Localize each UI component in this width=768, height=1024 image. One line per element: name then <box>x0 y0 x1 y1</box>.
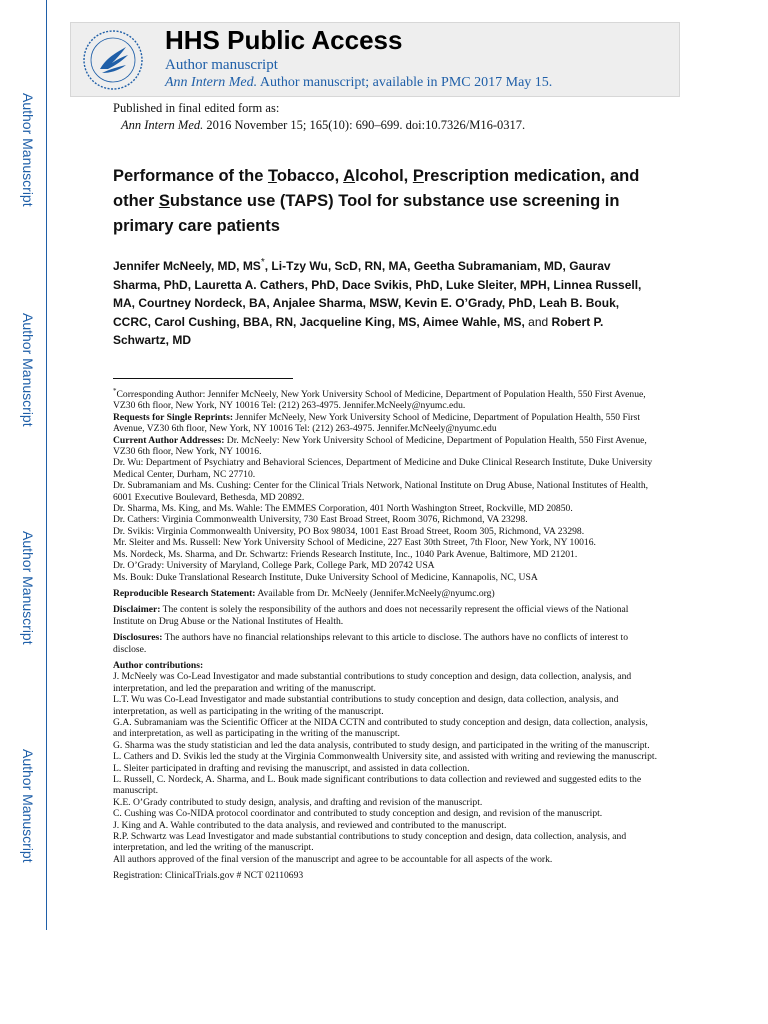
title-segment: lcohol, <box>355 167 413 185</box>
reproducible-text: Available from Dr. McNeely (Jennifer.McNeely@nyumc.org) <box>255 587 495 599</box>
contribution-item: J. King and A. Wahle contributed to the data analysis, and reviewed and contributed to the manuscript. <box>113 819 507 831</box>
contribution-item: L.T. Wu was Co-Lead Investigator and made substantial contributions to study conception and design, data collection, analysis, and interpretation, as well as participating in the writing of the manuscript. <box>113 694 619 717</box>
address-item: Dr. O’Grady: University of Maryland, College Park, College Park, MD 20742 USA <box>113 560 435 572</box>
contribution-item: J. McNeely was Co-Lead Investigator and made substantial contributions to study conception and design, data collection, analysis, and interpretation, and led the preparation and writing of the manuscript. <box>113 671 632 694</box>
other-authors: , Li-Tzy Wu, ScD, RN, MA, Geetha Subramaniam, MD, Gaurav Sharma, PhD, Lauretta A. Cathers, PhD, Dace Svikis, PhD, Luke Sleiter, MPH, Linnea Russell, MA, Courtney Nordeck, BA, Anjalee Sharma, MSW, Kevin E. O’Grady, PhD, Leah B. Bouk, CCRC, Carol Cushing, BBA, RN, Jacqueline King, MS, Aimee Wahle, MS, <box>113 259 642 329</box>
banner-title: HHS Public Access <box>165 25 403 55</box>
contribution-item: C. Cushing was Co-NIDA protocol coordinator and contributed to study conception and design, and revision of the manuscript. <box>113 808 603 820</box>
contribution-item: G.A. Subramaniam was the Scientific Officer at the NIDA CCTN and contributed to study conception and design, data collection, analysis, and interpretation, as well as participating in the writing of the manuscript. <box>113 716 648 740</box>
banner-subtitle: Author manuscript <box>165 57 278 73</box>
contribution-item: R.P. Schwartz was Lead Investigator and made substantial contributions to study conception and design, data collection, analysis, and interpretation, and led the writing of the manuscript. <box>113 831 627 854</box>
addresses-note <box>113 435 658 458</box>
footnotes <box>113 386 658 882</box>
reproducible-label: Reproducible Research Statement: <box>113 587 256 599</box>
title-segment: rescription medication, and other <box>113 167 640 210</box>
title-segment: ubstance use (TAPS) Tool for substance use screening in primary care patients <box>113 192 620 235</box>
publication-citation <box>113 117 525 134</box>
contribution-list <box>113 671 658 865</box>
reproducible-note <box>113 588 658 599</box>
contribution-item: K.E. O’Grady contributed to study design, analysis, and drafting and revision of the manuscript. <box>113 796 483 808</box>
disclaimer-note <box>113 604 658 627</box>
contribution-item: All authors approved of the final version of the manuscript and agree to be accountable for all aspects of the work. <box>113 853 553 865</box>
address-item: Dr. Svikis: Virginia Commonwealth University, PO Box 98034, 1001 East Broad Street, Room 305, Richmond, VA 23298. <box>113 525 585 537</box>
contribution-item: L. Cathers and D. Svikis led the study at the Virginia Commonwealth University site, and assisted with writing and reviewing the manuscript. <box>113 751 657 763</box>
contributions-label: Author contributions: <box>113 659 204 671</box>
addresses-first: Dr. McNeely: New York University School of Medicine, Department of Population Health, 550 First Avenue, VZ30 6th floor, New York, NY 10016. <box>113 434 647 458</box>
corresponding-text: Corresponding Author: Jennifer McNeely, New York University School of Medicine, Department of Population Health, 550 First Avenue, VZ30 6th floor, New York, NY 10016 Tel: (212) 263-4975. Jennifer.McNeely@nyumc.edu. <box>113 389 646 412</box>
address-item: Mr. Sleiter and Ms. Russell: New York University School of Medicine, 227 East 30th Street, 7th Floor, New York, NY 10016. <box>113 537 596 549</box>
address-list <box>113 457 658 582</box>
address-item: Ms. Nordeck, Ms. Sharma, and Dr. Schwartz: Friends Research Institute, Inc., 1040 Park Avenue, Baltimore, MD 21201. <box>113 548 578 560</box>
address-item: Ms. Bouk: Duke Translational Research Institute, Duke University School of Medicine, Kannapolis, NC, USA <box>113 571 538 583</box>
disclosures-text: The authors have no financial relationships relevant to this article to disclose. The authors have no conflicts of interest to disclose. <box>113 632 629 655</box>
author-list <box>113 254 653 350</box>
address-item: Dr. Sharma, Ms. King, and Ms. Wahle: The EMMES Corporation, 401 North Washington Street, Rockville, MD 20850. <box>113 503 573 515</box>
disclaimer-text: The content is solely the responsibility of the authors and does not necessarily represent the official views of the National Institute on Drug Abuse or the National Institutes of Health. <box>113 604 629 627</box>
title-initial: T <box>267 167 277 185</box>
hhs-seal-icon <box>82 29 144 91</box>
address-item: Dr. Cathers: Virginia Commonwealth University, 730 East Broad Street, Room 3076, Richmond, VA 23298. <box>113 514 528 526</box>
publication-intro: Published in final edited form as: <box>113 101 280 115</box>
author-manuscript-sidebar <box>0 0 47 930</box>
title-segment: obacco, <box>276 167 344 185</box>
corresponding-mark: * <box>260 257 265 268</box>
last-author: Robert P. Schwartz, MD <box>113 314 604 347</box>
sidebar-label: Author Manuscript <box>20 531 36 645</box>
title-initial: S <box>158 192 170 210</box>
author-conjunction: and <box>524 314 552 329</box>
publication-info <box>113 100 525 134</box>
reprints-text: Jennifer McNeely, New York University School of Medicine, Department of Population Health, 550 First Avenue, VZ30 6th floor, New York, NY 10016 Tel: (212) 263-4975. Jennifer.McNeely@nyumc.edu <box>113 411 641 435</box>
contribution-item: L. Russell, C. Nordeck, A. Sharma, and L. Bouk made significant contributions to data collection and reviewed and suggested edits to the manuscript. <box>113 774 642 797</box>
banner-availability <box>165 75 552 91</box>
contributions-heading <box>113 660 658 671</box>
reprints-label: Requests for Single Reprints: <box>113 411 234 423</box>
banner-availability-text: Author manuscript; available in PMC 2017 May 15. <box>257 75 553 90</box>
banner-journal: Ann Intern Med. <box>165 75 258 90</box>
address-item: Dr. Subramaniam and Ms. Cushing: Center for the Clinical Trials Network, National Institute on Drug Abuse, National Institutes of Health, 6001 Executive Boulevard, Bethesda, MD 20892. <box>113 480 649 503</box>
title-segment: Performance of the <box>113 167 268 185</box>
sidebar-label: Author Manuscript <box>20 93 36 207</box>
contribution-item: G. Sharma was the study statistician and led the data analysis, contributed to study design, and participated in the writing of the manuscript. <box>113 739 650 751</box>
disclaimer-label: Disclaimer: <box>113 604 161 616</box>
corresponding-note-mark: * <box>113 386 117 395</box>
footnote-rule <box>113 378 293 379</box>
article-title <box>113 164 653 239</box>
corresponding-note <box>113 386 658 412</box>
citation-journal: Ann Intern Med. <box>121 118 204 132</box>
address-item: Dr. Wu: Department of Psychiatry and Behavioral Sciences, Department of Medicine and Duke Clinical Research Institute, Duke University Medical Center, Durham, NC 27710. <box>113 457 653 480</box>
disclosures-label: Disclosures: <box>113 632 163 644</box>
reprints-note <box>113 412 658 435</box>
addresses-label: Current Author Addresses: <box>113 434 225 446</box>
first-author: Jennifer McNeely, MD, MS <box>113 259 261 273</box>
disclosures-note <box>113 632 658 655</box>
citation-text: 2016 November 15; 165(10): 690–699. doi:10.7326/M16-0317. <box>203 118 526 132</box>
registration-note: Registration: ClinicalTrials.gov # NCT 02110693 <box>113 870 304 882</box>
sidebar-label: Author Manuscript <box>20 749 36 863</box>
hhs-public-access-banner <box>70 22 680 97</box>
title-initial: A <box>343 167 356 185</box>
title-initial: P <box>412 167 424 185</box>
sidebar-label: Author Manuscript <box>20 313 36 427</box>
contribution-item: L. Sleiter participated in drafting and revising the manuscript, and assisted in data collection. <box>113 762 470 774</box>
